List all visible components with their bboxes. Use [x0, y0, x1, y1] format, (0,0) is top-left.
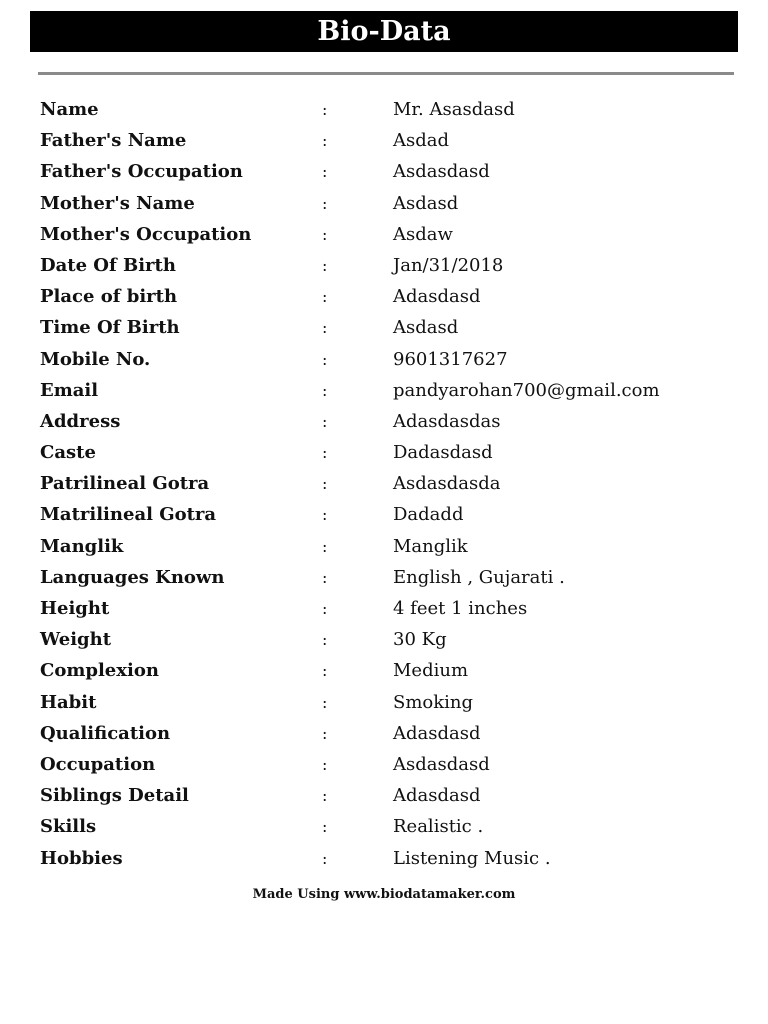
field-label: Patrilineal Gotra — [40, 473, 210, 495]
field-separator: : — [322, 380, 328, 400]
field-separator: : — [322, 193, 328, 213]
field-value: Asdasdasd — [393, 753, 490, 775]
field-value: Realistic . — [393, 816, 484, 838]
field-separator: : — [322, 567, 328, 587]
field-value: English , Gujarati . — [393, 566, 565, 588]
field-separator: : — [322, 474, 328, 494]
field-row — [40, 94, 740, 125]
field-value: pandyarohan700@gmail.com — [393, 379, 660, 401]
field-row — [40, 687, 740, 718]
field-separator: : — [322, 224, 328, 244]
field-label: Complexion — [40, 660, 159, 682]
field-row — [40, 375, 740, 406]
field-label: Occupation — [40, 753, 156, 775]
field-separator: : — [322, 723, 328, 743]
field-label: Manglik — [40, 535, 124, 557]
field-separator: : — [322, 255, 328, 275]
field-separator: : — [322, 349, 328, 369]
field-separator: : — [322, 536, 328, 556]
field-label: Habit — [40, 691, 97, 713]
field-label: Father's Name — [40, 130, 187, 152]
field-row — [40, 718, 740, 749]
field-separator: : — [322, 661, 328, 681]
field-label: Email — [40, 379, 99, 401]
field-row — [40, 406, 740, 437]
field-value: Asdasd — [393, 317, 459, 339]
field-row — [40, 593, 740, 624]
field-value: 4 feet 1 inches — [393, 598, 528, 619]
field-row — [40, 219, 740, 250]
title-divider — [38, 72, 734, 75]
field-label: Date Of Birth — [40, 254, 176, 276]
field-separator: : — [322, 411, 328, 431]
field-separator: : — [322, 754, 328, 774]
field-label: Place of birth — [40, 286, 178, 308]
field-row — [40, 531, 740, 562]
field-row — [40, 499, 740, 530]
field-label: Languages Known — [40, 566, 225, 588]
field-row — [40, 188, 740, 219]
field-separator: : — [322, 599, 328, 618]
field-row — [40, 468, 740, 499]
footer-credit: Made Using www.biodatamaker.com — [252, 887, 516, 902]
field-value: 30 Kg — [393, 629, 447, 651]
field-row — [40, 749, 740, 780]
field-value: Adasdasd — [393, 722, 481, 744]
field-label: Matrilineal Gotra — [40, 504, 217, 526]
field-value: 9601317627 — [393, 348, 508, 370]
field-label: Time Of Birth — [40, 317, 180, 339]
field-separator: : — [322, 318, 328, 338]
biodata-fields — [40, 94, 740, 874]
field-label: Hobbies — [40, 847, 123, 869]
field-value: Dadadd — [393, 504, 464, 526]
field-label: Mother's Name — [40, 192, 195, 214]
field-row — [40, 250, 740, 281]
field-label: Name — [40, 99, 99, 120]
field-row — [40, 312, 740, 343]
field-label: Father's Occupation — [40, 161, 243, 183]
field-label: Skills — [40, 816, 97, 838]
field-separator: : — [322, 162, 328, 182]
field-value: Adasdasd — [393, 785, 481, 807]
field-row — [40, 281, 740, 312]
field-separator: : — [322, 131, 328, 151]
field-value: Asdasd — [393, 192, 459, 214]
field-separator: : — [322, 848, 328, 868]
field-label: Caste — [40, 442, 96, 464]
field-label: Weight — [40, 629, 112, 651]
field-value: Adasdasd — [393, 286, 481, 308]
field-row — [40, 125, 740, 156]
field-row — [40, 437, 740, 468]
field-row — [40, 344, 740, 375]
field-row — [40, 156, 740, 187]
field-label: Siblings Detail — [40, 785, 189, 807]
field-separator: : — [322, 786, 328, 806]
field-value: Adasdasdas — [393, 410, 501, 432]
field-label: Mobile No. — [40, 348, 151, 370]
field-value: Asdaw — [393, 223, 453, 245]
field-separator: : — [322, 817, 328, 837]
field-label: Qualification — [40, 722, 171, 744]
field-label: Height — [40, 598, 110, 619]
field-separator: : — [322, 692, 328, 712]
field-row — [40, 811, 740, 842]
field-separator: : — [322, 287, 328, 307]
field-separator: : — [322, 100, 328, 119]
field-row — [40, 655, 740, 686]
field-value: Asdasdasd — [393, 161, 490, 183]
field-value: Manglik — [393, 535, 468, 557]
field-value: Medium — [393, 660, 469, 682]
field-value: Smoking — [393, 691, 474, 713]
field-row — [40, 843, 740, 874]
field-value: Jan/31/2018 — [393, 254, 504, 276]
field-row — [40, 780, 740, 811]
field-value: Mr. Asasdasd — [393, 99, 515, 120]
field-label: Mother's Occupation — [40, 223, 252, 245]
field-separator: : — [322, 443, 328, 463]
field-value: Asdasdasda — [393, 473, 501, 495]
field-row — [40, 562, 740, 593]
field-row — [40, 624, 740, 655]
field-value: Listening Music . — [393, 847, 551, 869]
field-separator: : — [322, 630, 328, 650]
field-value: Dadasdasd — [393, 442, 493, 464]
field-label: Address — [40, 410, 121, 432]
field-separator: : — [322, 505, 328, 525]
field-value: Asdad — [393, 130, 450, 152]
page-title: Bio-Data — [30, 11, 738, 52]
